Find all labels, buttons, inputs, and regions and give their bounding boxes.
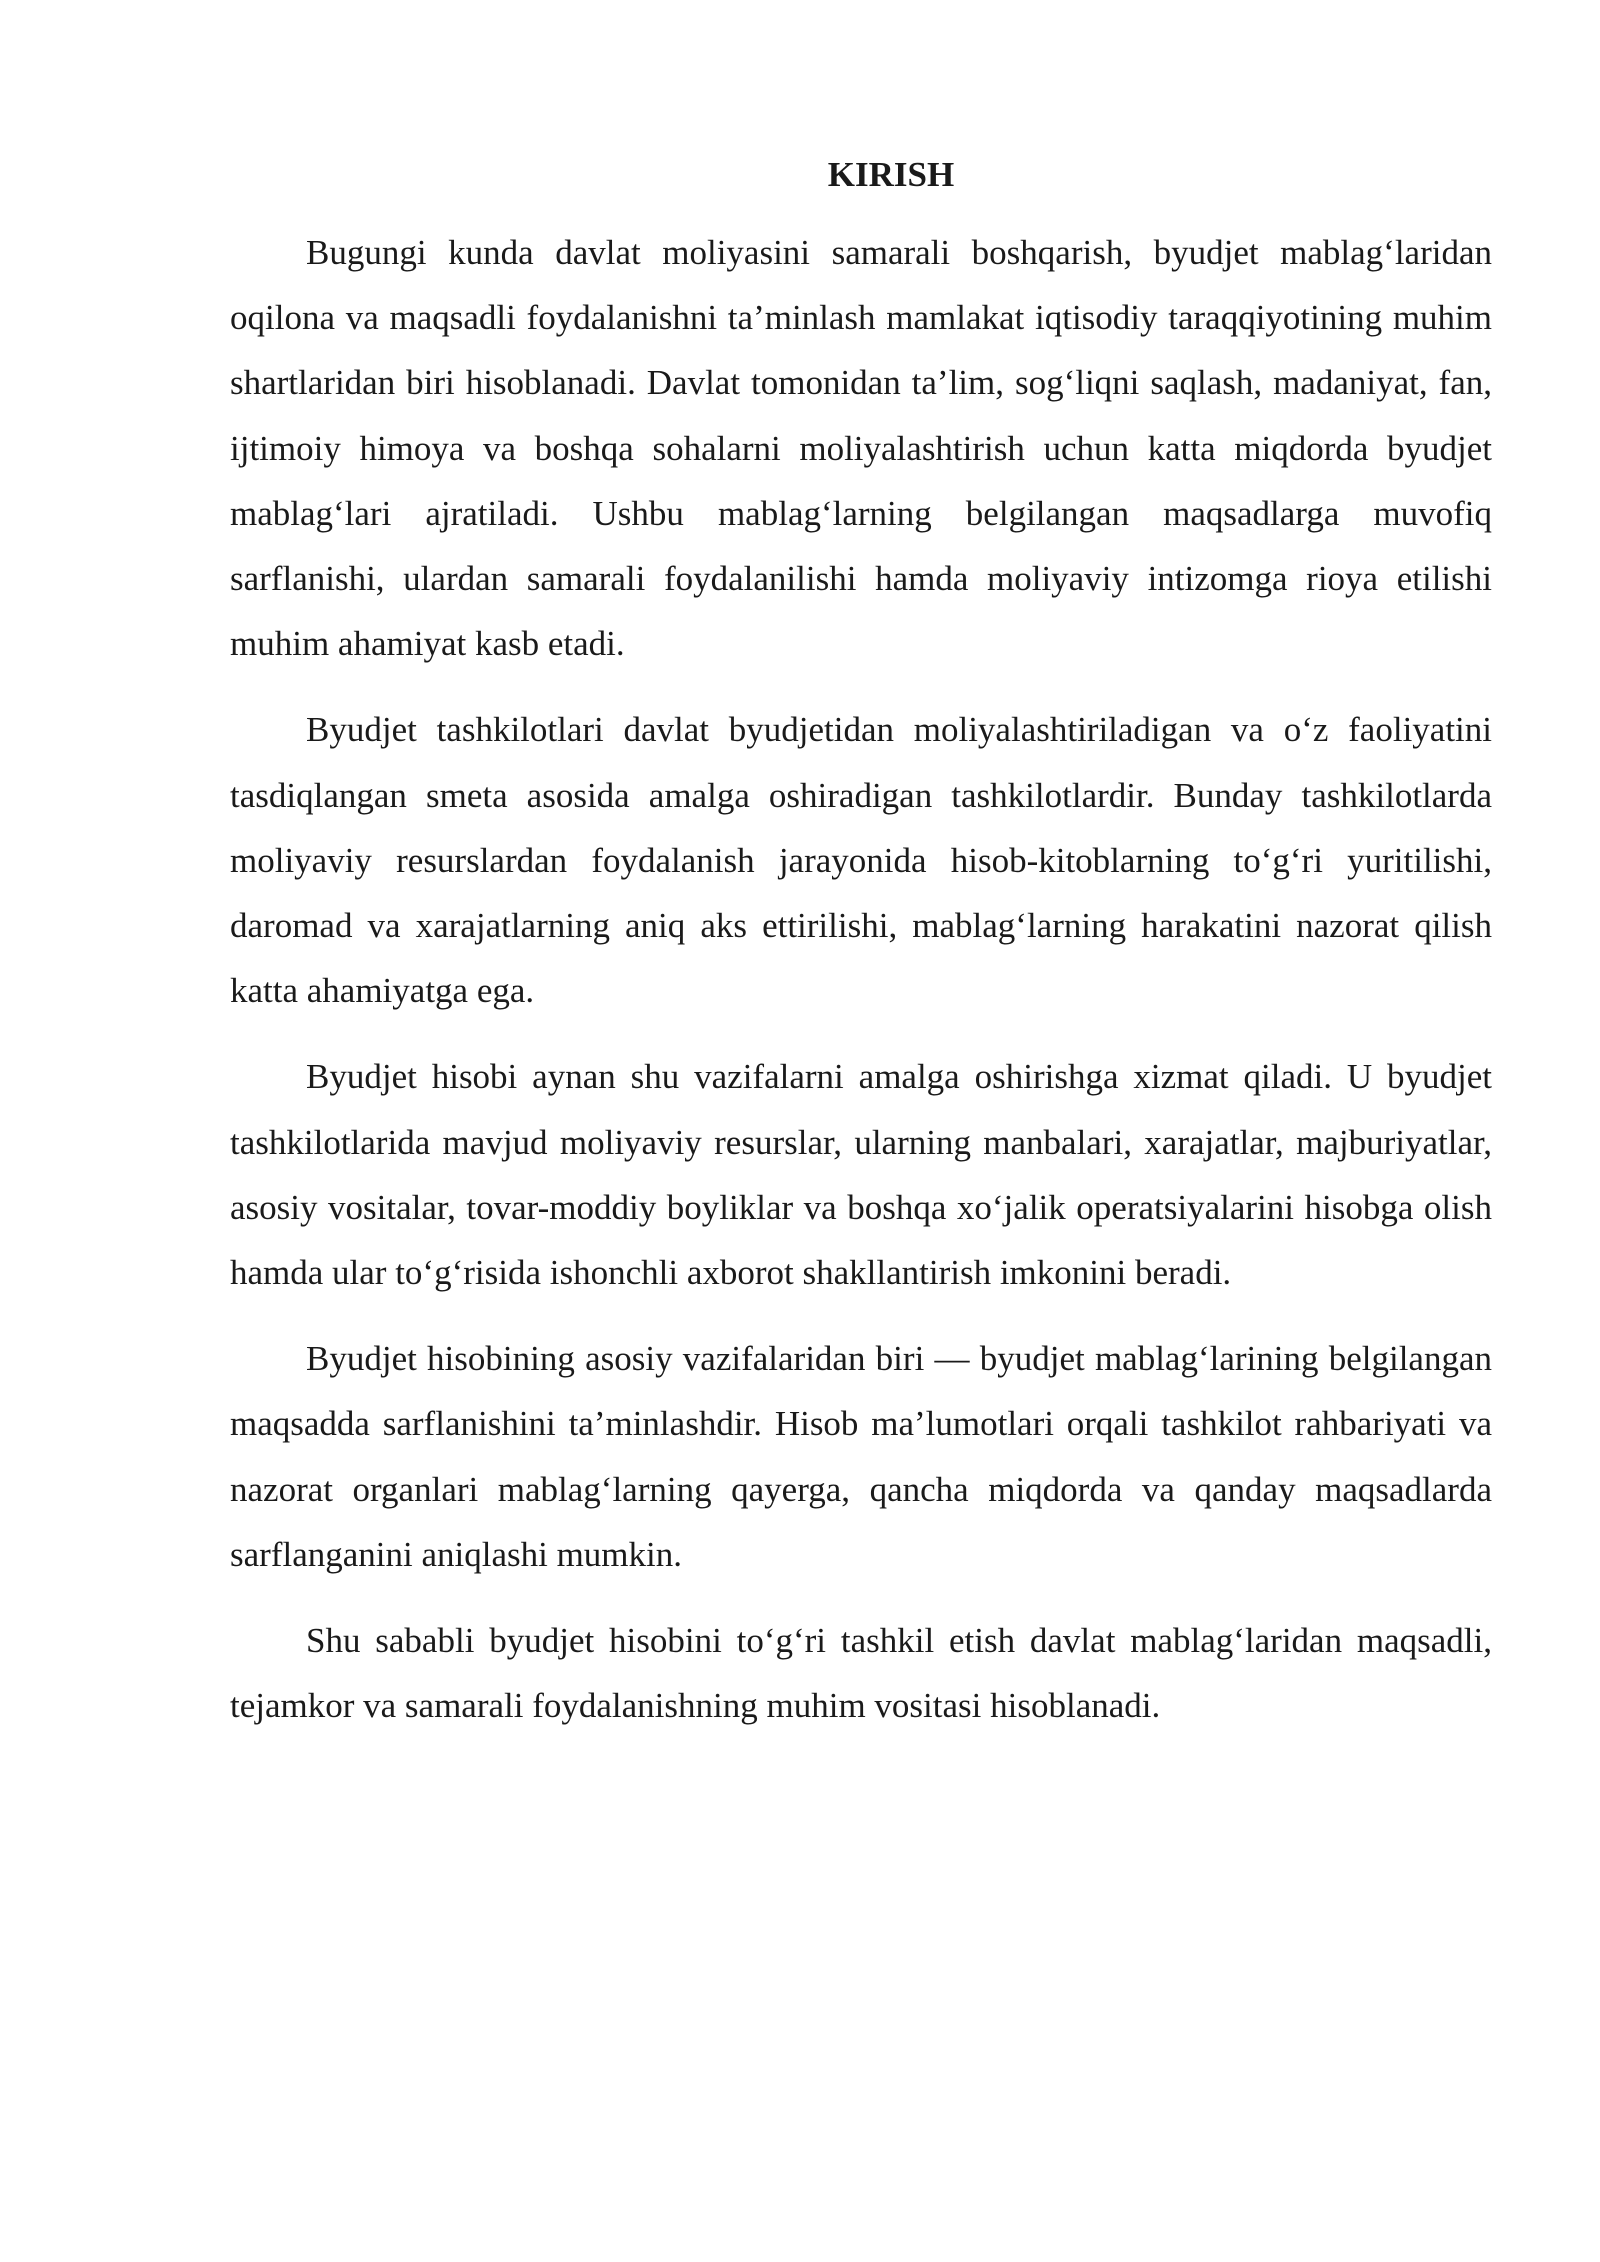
- paragraph-5: Shu sababli byudjet hisobini to‘g‘ri tashkil etish davlat mablag‘laridan maqsadli, tejamkor va samarali foydalanishning muhim vositasi hisoblanadi.: [230, 1621, 1492, 1726]
- paragraph-2: Byudjet tashkilotlari davlat byudjetidan moliyalashtiriladigan va o‘z faoliyatini tasdiqlangan smeta asosida amalga oshiradigan tashkilotlardir. Bunday tashkilotlarda moliyaviy resurslardan foydalanish jarayonida hisob-kitoblarning to‘g‘ri yuritilishi, daromad va xarajatlarning aniq aks ettirilishi, mablag‘larning harakatini nazorat qilish katta ahamiyatga ega.: [230, 710, 1492, 1011]
- paragraph-1: Bugungi kunda davlat moliyasini samarali boshqarish, byudjet mablag‘laridan oqilona va maqsadli foydalanishni ta’minlash mamlakat iqtisodiy taraqqiyotining muhim shartlaridan biri hisoblanadi. Davlat tomonidan ta’lim, sog‘liqni saqlash, madaniyat, fan, ijtimoiy himoya va boshqa sohalarni moliyalashtirish uchun katta miqdorda byudjet mablag‘lari ajratiladi. Ushbu mablag‘larning belgilangan maqsadlarga muvofiq sarflanishi, ulardan samarali foydalanilishi hamda moliyaviy intizomga rioya etilishi muhim ahamiyat kasb etadi.: [230, 233, 1492, 664]
- section-title: KIRISH: [827, 155, 955, 194]
- paragraph-3: Byudjet hisobi aynan shu vazifalarni amalga oshirishga xizmat qiladi. U byudjet tashkilotlarida mavjud moliyaviy resurslar, ularning manbalari, xarajatlar, majburiyatlar, asosiy vositalar, tovar-moddiy boyliklar va boshqa xo‘jalik operatsiyalarini hisobga olish hamda ular to‘g‘risida ishonchli axborot shakllantirish imkonini beradi.: [230, 1057, 1492, 1293]
- paragraph-4: Byudjet hisobining asosiy vazifalaridan biri — byudjet mablag‘larining belgilangan maqsadda sarflanishini ta’minlashdir. Hisob ma’lumotlari orqali tashkilot rahbariyati va nazorat organlari mablag‘larning qayerga, qancha miqdorda va qanday maqsadlarda sarflanganini aniqlashi mumkin.: [230, 1339, 1492, 1574]
- document-body: [230, 150, 1492, 1759]
